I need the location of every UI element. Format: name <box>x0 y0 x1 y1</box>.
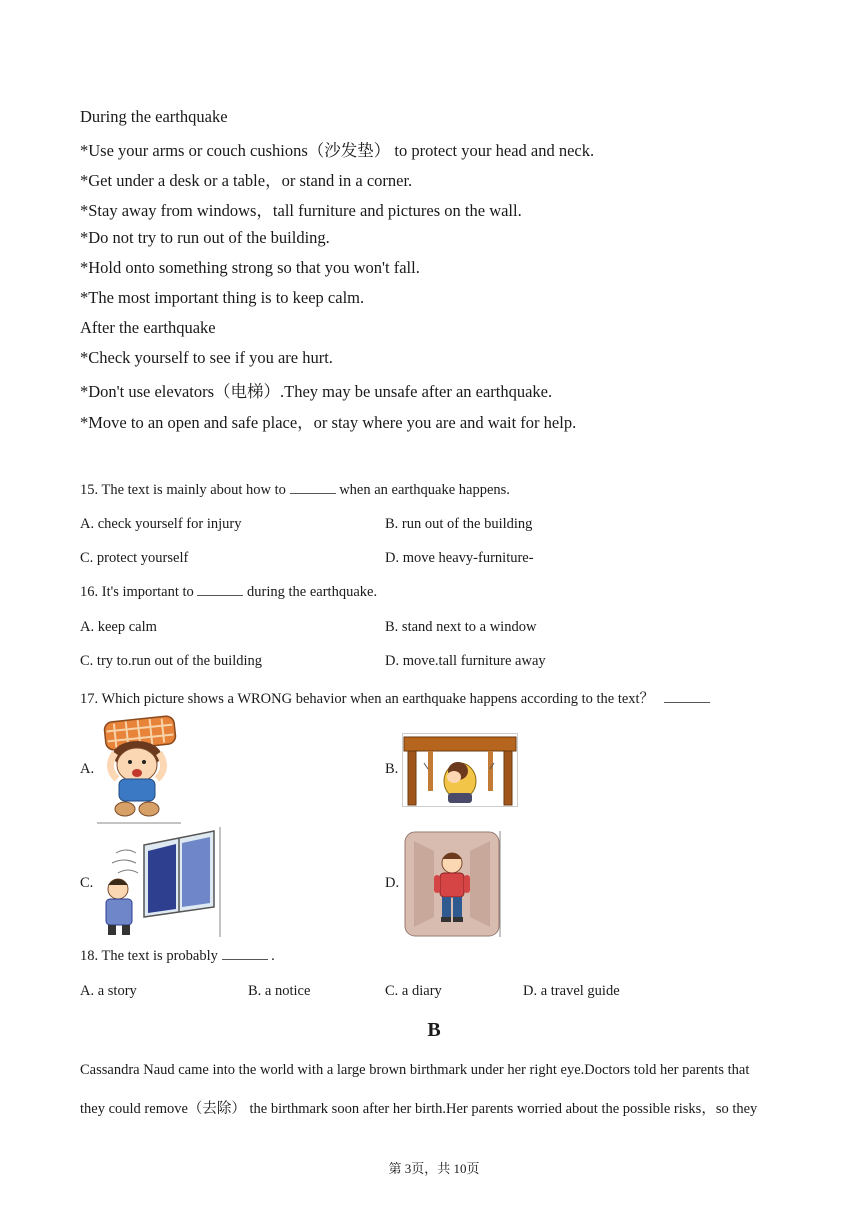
question-18-option-b: B. a notice <box>248 983 311 999</box>
question-16-stem-after: during the earthquake. <box>247 584 378 600</box>
question-16-option-a: A. keep calm <box>80 619 157 635</box>
question-18-option-d: D. a travel guide <box>523 983 620 999</box>
question-17-option-a: A. <box>80 761 95 777</box>
section-b-line: they could remove（去除） the birthmark soon after her birth.Her parents worried about the possible risks，so they <box>80 1101 758 1117</box>
question-17-stem-text: 17. Which picture shows a WRONG behavior when an earthquake happens according to the text？ <box>80 691 655 707</box>
question-18-stem-after: . <box>271 948 275 964</box>
answer-blank <box>222 959 268 960</box>
question-17-option-d: D. <box>385 875 400 891</box>
question-18-option-c: C. a diary <box>385 983 442 999</box>
during-item: *Use your arms or couch cushions（沙发垫） to protect your head and neck. <box>80 141 595 160</box>
during-item: *Stay away from windows，tall furniture and pictures on the wall. <box>80 201 522 220</box>
question-17-option-c: C. <box>80 875 94 891</box>
during-item: *Hold onto something strong so that you won't fall. <box>80 258 420 277</box>
during-item: *The most important thing is to keep calm. <box>80 288 365 307</box>
during-item: *Do not try to run out of the building. <box>80 228 330 247</box>
question-16-stem <box>80 584 377 601</box>
question-17-stem <box>80 687 710 708</box>
question-16-option-d: D. move.tall furniture away <box>385 653 546 669</box>
after-item: *Check yourself to see if you are hurt. <box>80 348 333 367</box>
question-15-stem-before: 15. The text is mainly about how to <box>80 482 286 498</box>
answer-blank <box>290 493 336 494</box>
boy-cushion-picture <box>95 713 185 825</box>
during-item: *Get under a desk or a table，or stand in a corner. <box>80 171 413 190</box>
question-17-option-b: B. <box>385 761 399 777</box>
question-16-stem-before: 16. It's important to <box>80 584 194 600</box>
question-18-option-a: A. a story <box>80 983 137 999</box>
section-b-heading: B <box>427 1019 441 1041</box>
boy-by-window-picture <box>96 827 222 937</box>
question-15-option-a: A. check yourself for injury <box>80 516 242 532</box>
question-15-option-b: B. run out of the building <box>385 516 533 532</box>
section-b-line: Cassandra Naud came into the world with a large brown birthmark under her right eye.Doctors told her parents that <box>80 1062 750 1078</box>
answer-blank <box>664 702 710 703</box>
boy-in-corner-picture <box>404 831 502 937</box>
question-15-option-c: C. protect yourself <box>80 550 189 566</box>
question-18-stem-before: 18. The text is probably <box>80 948 218 964</box>
question-16-option-c: C. try to.run out of the building <box>80 653 263 669</box>
during-heading: During the earthquake <box>80 107 228 126</box>
question-15-option-d: D. move heavy-furniture- <box>385 550 534 566</box>
page-number: 第 3页，共 10页 <box>388 1161 480 1176</box>
question-15-stem <box>80 482 510 499</box>
question-16-option-b: B. stand next to a window <box>385 619 537 635</box>
question-18-stem <box>80 948 275 965</box>
answer-blank <box>197 595 243 596</box>
question-15-stem-after: when an earthquake happens. <box>339 482 510 498</box>
after-item: *Don't use elevators（电梯）.They may be unsafe after an earthquake. <box>80 382 553 401</box>
after-heading: After the earthquake <box>80 318 216 337</box>
after-item: *Move to an open and safe place，or stay where you are and wait for help. <box>80 413 577 432</box>
child-under-table-picture <box>402 733 518 807</box>
